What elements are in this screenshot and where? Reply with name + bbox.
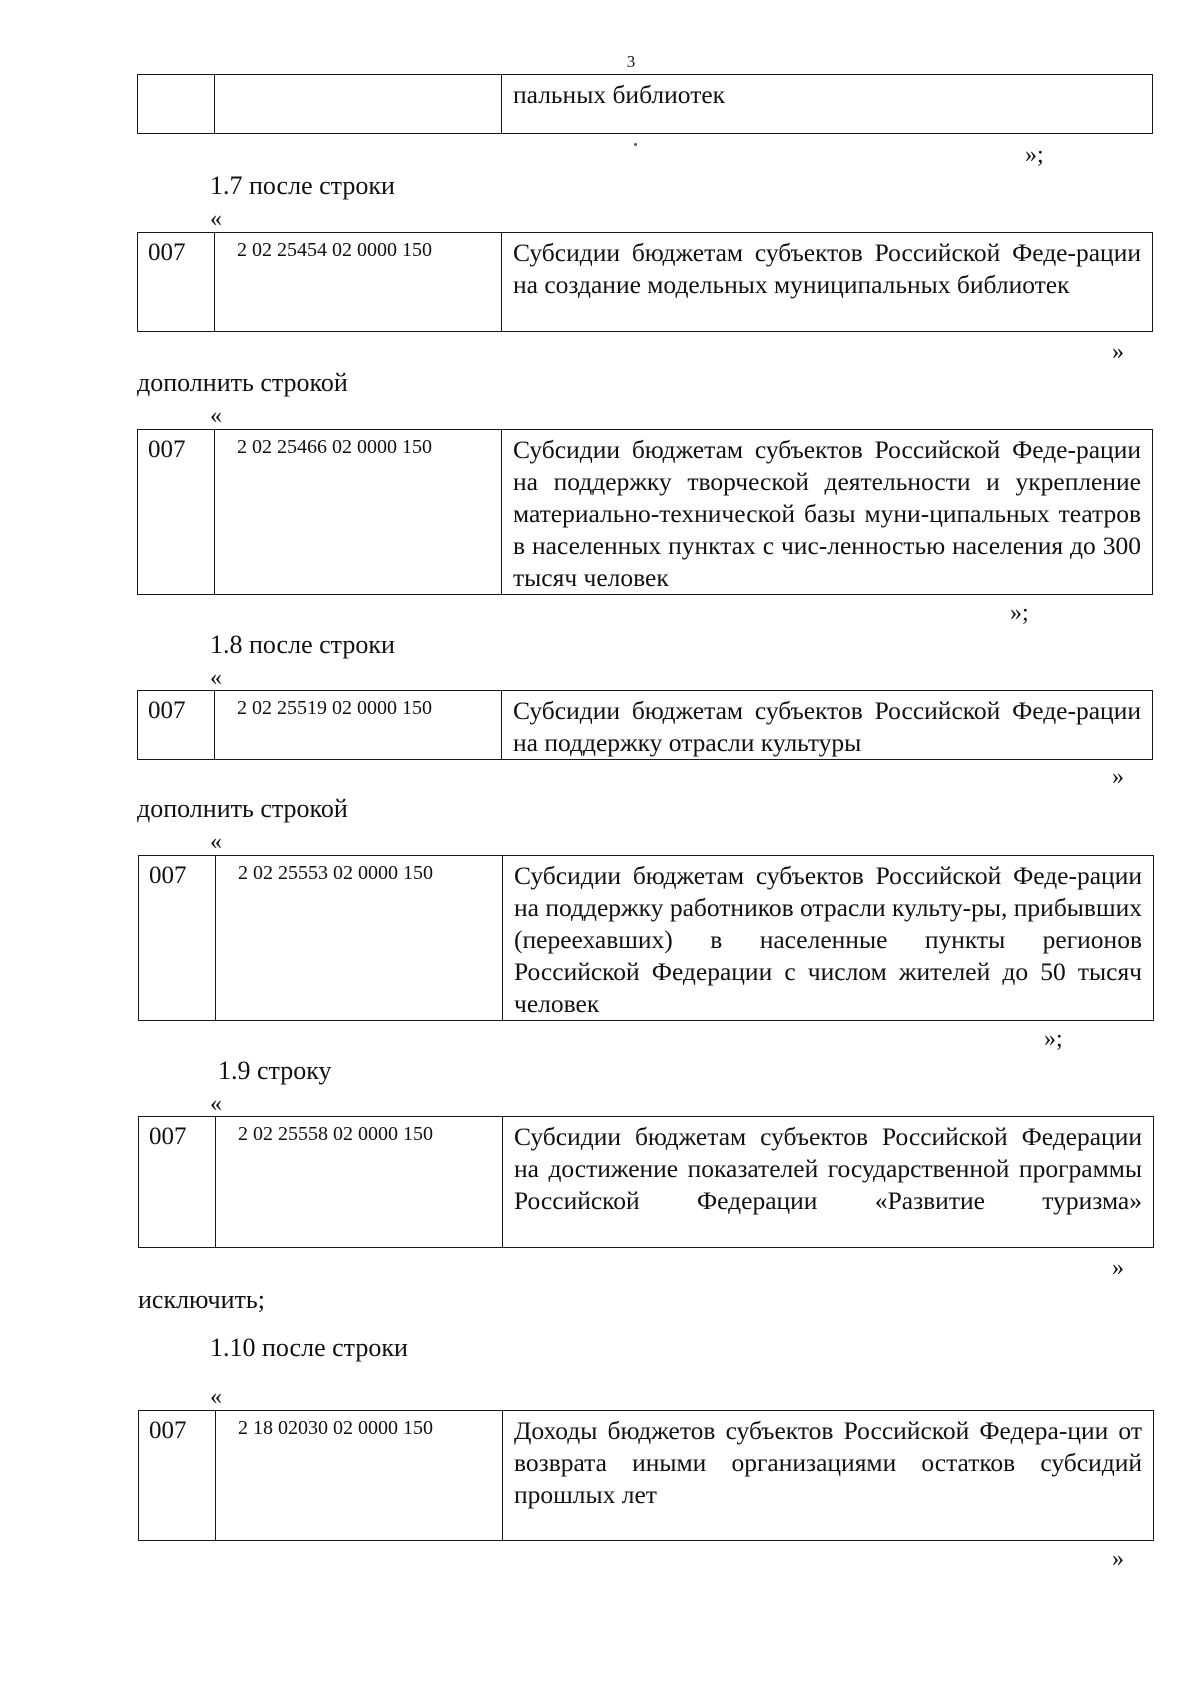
admin-code-cell: 007 xyxy=(138,233,215,332)
closing-quote: »; xyxy=(1044,1026,1063,1052)
closing-quote: »; xyxy=(1010,600,1029,626)
income-description-cell: Доходы бюджетов субъектов Российской Федера-ции от возврата иными организациями остатков субсидий прошлых лет xyxy=(503,1411,1154,1541)
budget-table xyxy=(137,429,1153,595)
budget-code-cell: 2 18 02030 02 0000 150 xyxy=(216,1411,503,1541)
opening-quote: « xyxy=(210,206,222,232)
opening-quote: « xyxy=(210,1091,222,1117)
admin-code-cell: 007 xyxy=(138,430,215,595)
section-heading-1-9: 1.9 строку xyxy=(218,1056,332,1085)
closing-quote: » xyxy=(1112,1546,1124,1572)
budget-table xyxy=(138,1410,1154,1541)
budget-code-cell: 2 02 25519 02 0000 150 xyxy=(215,691,502,760)
budget-table xyxy=(137,232,1153,332)
table-row xyxy=(139,1117,1154,1248)
budget-table xyxy=(138,1116,1154,1248)
instruction-add-row: дополнить строкой xyxy=(137,794,348,823)
section-heading-1-10: 1.10 после строки xyxy=(210,1333,408,1362)
admin-code-cell xyxy=(138,75,215,134)
income-description-cell: Субсидии бюджетам субъектов Российской Феде-рации на поддержку работников отрасли культу-ры, прибывших (переехавших) в населенные пункты регионов Российской Федерации с числом жителей до 50 тысяч человек xyxy=(503,856,1154,1021)
closing-quote: » xyxy=(1112,339,1124,365)
income-description-cell: Субсидии бюджетам субъектов Российской Феде-рации на поддержку отрасли культуры xyxy=(502,691,1153,760)
table-row xyxy=(138,75,1153,134)
table-row xyxy=(138,691,1153,760)
admin-code-cell: 007 xyxy=(139,1411,216,1541)
table-row xyxy=(138,430,1153,595)
budget-table xyxy=(137,690,1153,760)
opening-quote: « xyxy=(210,665,222,691)
budget-code-cell: 2 02 25558 02 0000 150 xyxy=(216,1117,503,1248)
table-row xyxy=(138,233,1153,332)
instruction-add-row: дополнить строкой xyxy=(137,368,348,397)
closing-quote: » xyxy=(1112,764,1124,790)
closing-quote: »; xyxy=(1025,142,1044,168)
income-description-cell: пальных библиотек xyxy=(502,75,1153,134)
opening-quote: « xyxy=(210,829,222,855)
income-description-cell: Субсидии бюджетам субъектов Российской Федерации на достижение показателей государственной программы Российской Федерации «Развитие туризма» xyxy=(503,1117,1154,1248)
income-description-cell: Субсидии бюджетам субъектов Российской Феде-рации на поддержку творческой деятельности и укрепление материально-технической базы муни-ципальных театров в населенных пунктах с чис-ленностью населения до 300 тысяч человек xyxy=(502,430,1153,595)
scan-speck xyxy=(634,143,637,146)
section-heading-1-8: 1.8 после строки xyxy=(210,630,395,659)
budget-code-cell: 2 02 25466 02 0000 150 xyxy=(215,430,502,595)
instruction-exclude: исключить; xyxy=(138,1285,265,1314)
opening-quote: « xyxy=(210,1384,222,1410)
budget-table xyxy=(138,855,1154,1021)
table-row xyxy=(139,1411,1154,1541)
income-description-cell: Субсидии бюджетам субъектов Российской Феде-рации на создание модельных муниципальных библиотек xyxy=(502,233,1153,332)
admin-code-cell: 007 xyxy=(139,1117,216,1248)
admin-code-cell: 007 xyxy=(139,856,216,1021)
admin-code-cell: 007 xyxy=(138,691,215,760)
budget-code-cell: 2 02 25454 02 0000 150 xyxy=(215,233,502,332)
table-row xyxy=(139,856,1154,1021)
budget-code-cell: 2 02 25553 02 0000 150 xyxy=(216,856,503,1021)
section-heading-1-7: 1.7 после строки xyxy=(210,171,395,200)
budget-table-continuation xyxy=(137,74,1153,134)
opening-quote: « xyxy=(210,403,222,429)
page-number: 3 xyxy=(626,52,636,71)
budget-code-cell xyxy=(215,75,502,134)
closing-quote: » xyxy=(1112,1255,1124,1281)
